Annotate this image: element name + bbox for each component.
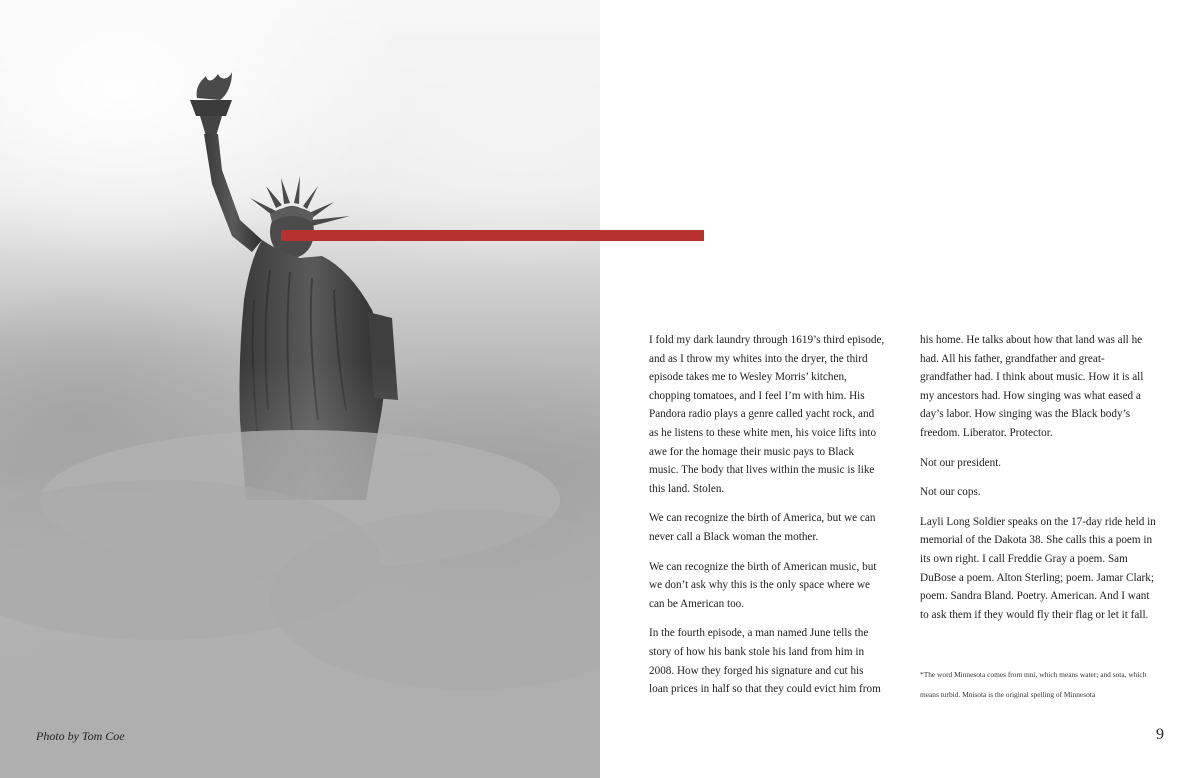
paragraph: his home. He talks about how that land was all he had. All his father, grandfather and great-grandfather had. I think about music. How it is all my ancestors had. How singing was what eased a day’s labor. How singing was the Black body’s freedom. Liberator. Protector. bbox=[920, 334, 1144, 439]
torch-cup bbox=[190, 100, 232, 116]
footnote: *The word Minnesota comes from mni, which means water; and sota, which means turbid. Mnisota is the original spelling of Minnesota bbox=[920, 670, 1147, 699]
photo-credit: Photo by Tom Coe bbox=[36, 729, 125, 743]
paragraph: We can recognize the birth of American music, but we don’t ask why this is the only space where we can be American too. bbox=[649, 560, 877, 610]
torch-flame bbox=[197, 72, 232, 100]
paragraph: In the fourth episode, a man named June tells the story of how his bank stole his land from him in 2008. How they forged his signature and cut his loan prices in half so that they could evict him from bbox=[649, 627, 881, 696]
page-number: 9 bbox=[1156, 726, 1164, 743]
paragraph: Not our president. bbox=[920, 456, 1002, 469]
paragraph: We can recognize the birth of America, but we can never call a Black woman the mother. bbox=[649, 512, 876, 543]
paragraph: I fold my dark laundry through 1619’s third episode, and as I throw my whites into the dryer, the third episode takes me to Wesley Morris’ kitchen, chopping tomatoes, and I feel I’m with him. His Pandora radio plays a genre called yacht rock, and as he listens to these white men, his voice lifts into awe for the homage their music pays to Black music. The body that lives within the music is like this land. Stolen. bbox=[649, 334, 885, 495]
torch-handle bbox=[200, 116, 222, 136]
paragraph: Layli Long Soldier speaks on the 17-day ride held in memorial of the Dakota 38. She calls this a poem in its own right. I call Freddie Gray a poem. Sam DuBose a poem. Alton Sterling; poem. Jamar Clark; poem. Sandra Bland. Poetry. American. And I want to ask them if they would fly their flag or let it fall. bbox=[920, 515, 1156, 621]
raised-arm bbox=[204, 134, 262, 252]
article-column-left bbox=[649, 331, 885, 710]
article-column-right bbox=[920, 331, 1156, 635]
red-accent-rule bbox=[281, 230, 704, 241]
paragraph: Not our cops. bbox=[920, 486, 981, 499]
